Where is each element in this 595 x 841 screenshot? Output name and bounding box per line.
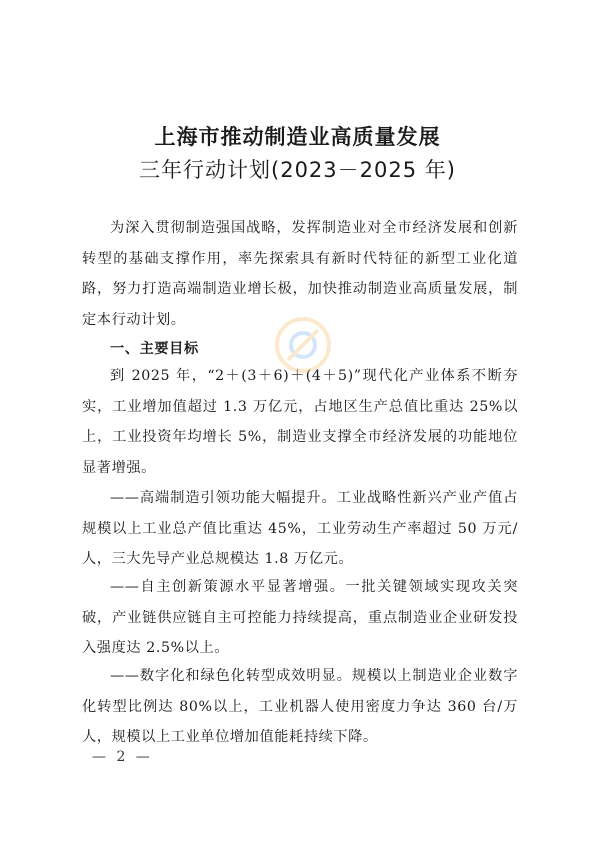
goal-item-3: ——数字化和绿色化转型成效明显。规模以上制造业企业数字化转型比例达 80%以上，工业机器人使用密度力争达 360 台/万人，规模以上工业单位增加值能耗持续下降。	[82, 668, 518, 745]
intro-paragraph: 为深入贯彻制造强国战略，发挥制造业对全市经济发展和创新转型的基础支撑作用，率先探索具有新时代特征的新型工业化道路，努力打造高端制造业增长极，加快推动制造业高质量发展，制定本行动计划。	[82, 220, 518, 328]
document-title-line1: 上海市推动制造业高质量发展	[154, 125, 441, 149]
goal-item-2: ——自主创新策源水平显著增强。一批关键领域实现攻关突破，产业链供应链自主可控能力持续提高，重点制造业企业研发投入强度达 2.5%以上。	[82, 579, 518, 656]
page-number: — 2 —	[92, 749, 153, 765]
section-heading: 一、主要目标	[110, 341, 199, 357]
goal-item-1: ——高端制造引领功能大幅提升。工业战略性新兴产业产值占规模以上工业总产值比重达 45%，工业劳动生产率超过 50 万元/人，三大先导产业总规模达 1.8 万亿元。	[82, 490, 518, 567]
goal-paragraph: 到 2025 年，“2＋(3＋6)＋(4＋5)”现代化产业体系不断夯实，工业增加值超过 1.3 万亿元，占地区生产总值比重达 25%以上，工业投资年均增长 5%，制造业支撑全市经济发展的功能地位显著增强。	[82, 368, 518, 476]
watermark-logo-icon	[268, 310, 338, 380]
document-title-line2: 三年行动计划(2023－2025 年)	[139, 158, 456, 182]
